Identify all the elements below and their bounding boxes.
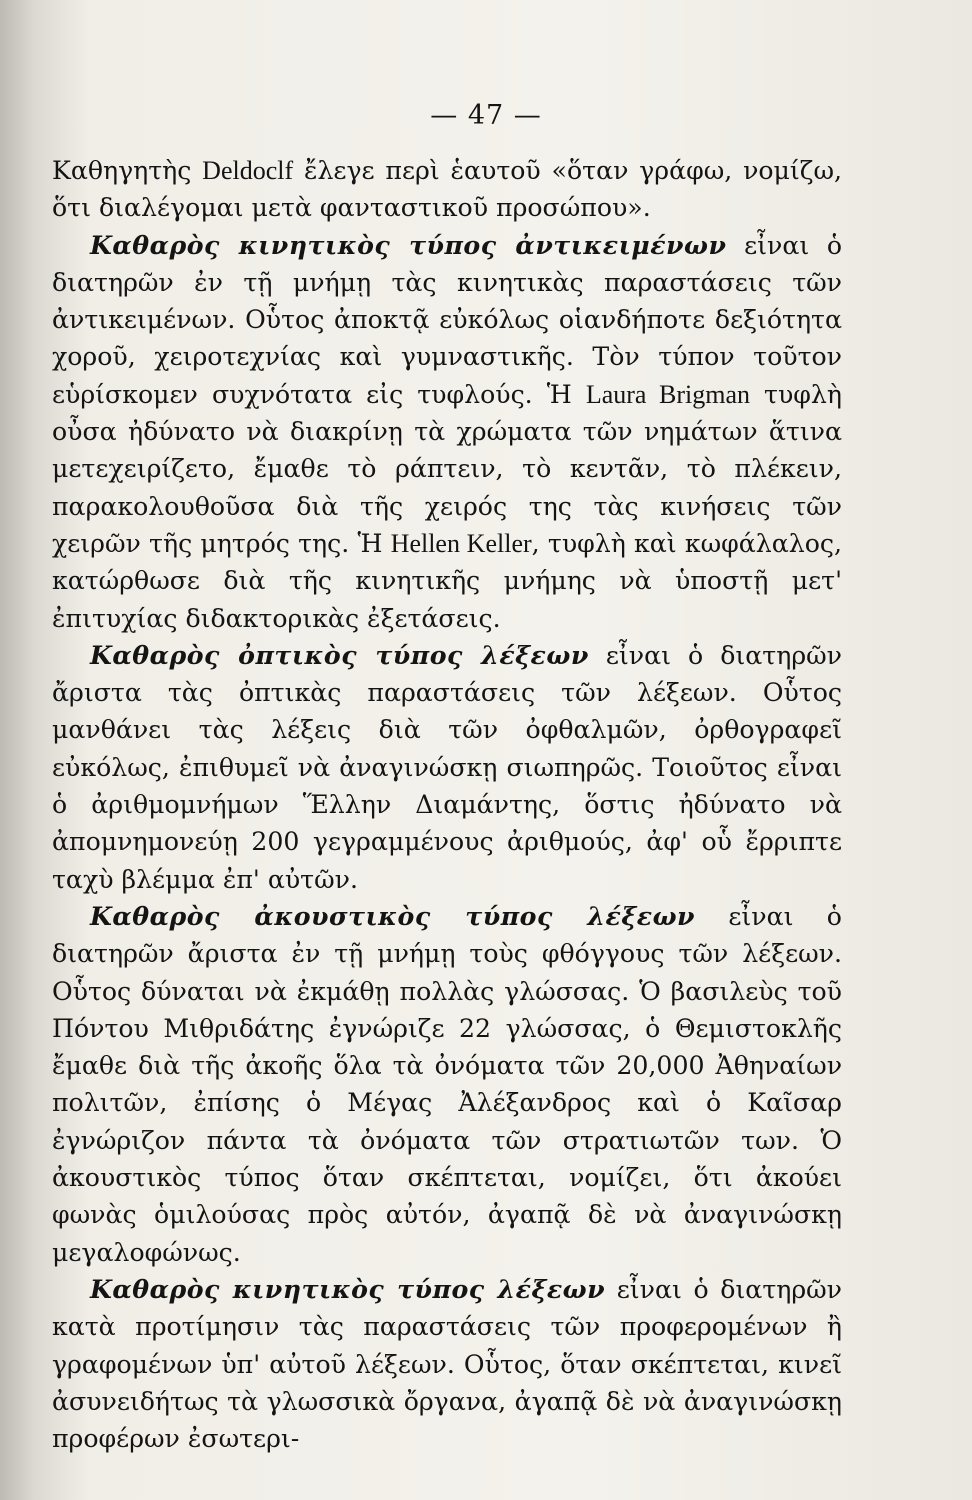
paragraph-text: εἶναι ὁ διατηρῶν ἄριστα τὰς ὀπτικὰς παραστάσεις τῶν λέξεων. Οὗτος μανθάνει τὰς λέξεις διὰ τῶν ὀφθαλμῶν, ὀρθογραφεῖ εὐκόλως, ἐπιθυμεῖ νὰ ἀναγινώσκῃ σιωπηρῶς. Τοιοῦτος εἶναι ὁ ἀριθμομνήμων Ἕλλην Διαμάντης, ὅστις ἠδύνατο νὰ ἀπομνημονεύῃ 200 γεγραμμένους ἀριθμούς, ἀφ' οὗ ἔρριπτε ταχὺ βλέμμα ἐπ' αὐτῶν. [52,640,842,894]
body-text [52,152,842,1457]
paragraph-text: εἶναι ὁ διατηρῶν ἄριστα ἐν τῇ μνήμῃ τοὺς φθόγγους τῶν λέξεων. Οὗτος δύναται νὰ ἐκμάθῃ πολλὰς γλώσσας. Ὁ βασιλεὺς τοῦ Πόντου Μιθριδάτης ἐγνώριζε 22 γλώσσας, ὁ Θεμιστοκλῆς ἔμαθε διὰ τῆς ἀκοῆς ὅλα τὰ ὀνόματα τῶν 20,000 Ἀθηναίων πολιτῶν, ἐπίσης ὁ Μέγας Ἀλέξανδρος καὶ ὁ Καῖσαρ ἐγνώριζον πάντα τὰ ὀνόματα τῶν στρατιωτῶν των. Ὁ ἀκουστικὸς τύπος ὅταν σκέπτεται, νομίζει, ὅτι ἀκούει φωνὰς ὁμιλούσας πρὸς αὐτόν, ἀγαπᾷ δὲ νὰ ἀναγινώσκῃ μεγαλοφώνως. [52,901,842,1267]
paragraph-text: Καθηγητὴς [52,156,203,185]
paragraph-text: ἔλεγε περὶ ἑαυτοῦ «ὅταν γράφω, νομίζω, ὅτι διαλέγομαι μετὰ φανταστικοῦ προσώπου». [52,156,842,223]
latin-name: Hellen Keller [390,528,532,558]
paragraph [52,227,842,637]
latin-name: Deldoclf [202,156,294,185]
paragraph [52,1271,842,1457]
page-number: — 47 — [430,100,542,131]
paragraph [52,898,842,1271]
paragraph-text: τυφλὴ οὖσα ἠδύνατο νὰ διακρίνῃ τὰ χρώματα τῶν νημάτων ἅτινα μετεχειρίζετο, ἔμαθε τὸ ράπτειν, τὸ κεντᾶν, τὸ πλέκειν, παρακολουθοῦσα διὰ τῆς χειρός της τὰς κινήσεις τῶν χειρῶν τῆς μητρός της. Ἡ [52,379,842,558]
term-heading: Καθαρὸς ὀπτικὸς τύπος λέξεων [90,639,589,670]
paragraph [52,637,842,898]
paragraph [52,152,842,227]
latin-name: Laura Brigman [585,379,750,409]
term-heading: Καθαρὸς κινητικὸς τύπος λέξεων [90,1273,606,1304]
term-heading: Καθαρὸς ἀκουστικὸς τύπος λέξεων [90,900,696,931]
term-heading: Καθαρὸς κινητικὸς τύπος ἀντικειμένων [90,229,727,260]
paragraph-text: εἶναι ὁ διατηρῶν ἐν τῇ μνήμῃ τὰς κινητικὰς παραστάσεις τῶν ἀντικειμένων. Οὗτος ἀποκτᾷ εὐκόλως οἱανδήποτε δεξιότητα χοροῦ, χειροτεχνίας καὶ γυμναστικῆς. Τὸν τύπον τοῦτον εὑρίσκομεν συχνότατα εἰς τυφλούς. Ἡ [52,230,842,409]
paragraph-text: εἶναι ὁ διατηρῶν κατὰ προτίμησιν τὰς παραστάσεις τῶν προφερομένων ἢ γραφομένων ὑπ' αὐτοῦ λέξεων. Οὗτος, ὅταν σκέπτεται, κινεῖ ἀσυνειδήτως τὰ γλωσσικὰ ὄργανα, ἀγαπᾷ δὲ νὰ ἀναγινώσκῃ προφέρων ἐσωτερι- [52,1274,842,1454]
paragraph-text: , τυφλὴ καὶ κωφάλαλος, κατώρθωσε διὰ τῆς κινητικῆς μνήμης νὰ ὑποστῇ μετ' ἐπιτυχίας διδακτορικὰς ἐξετάσεις. [52,528,843,633]
